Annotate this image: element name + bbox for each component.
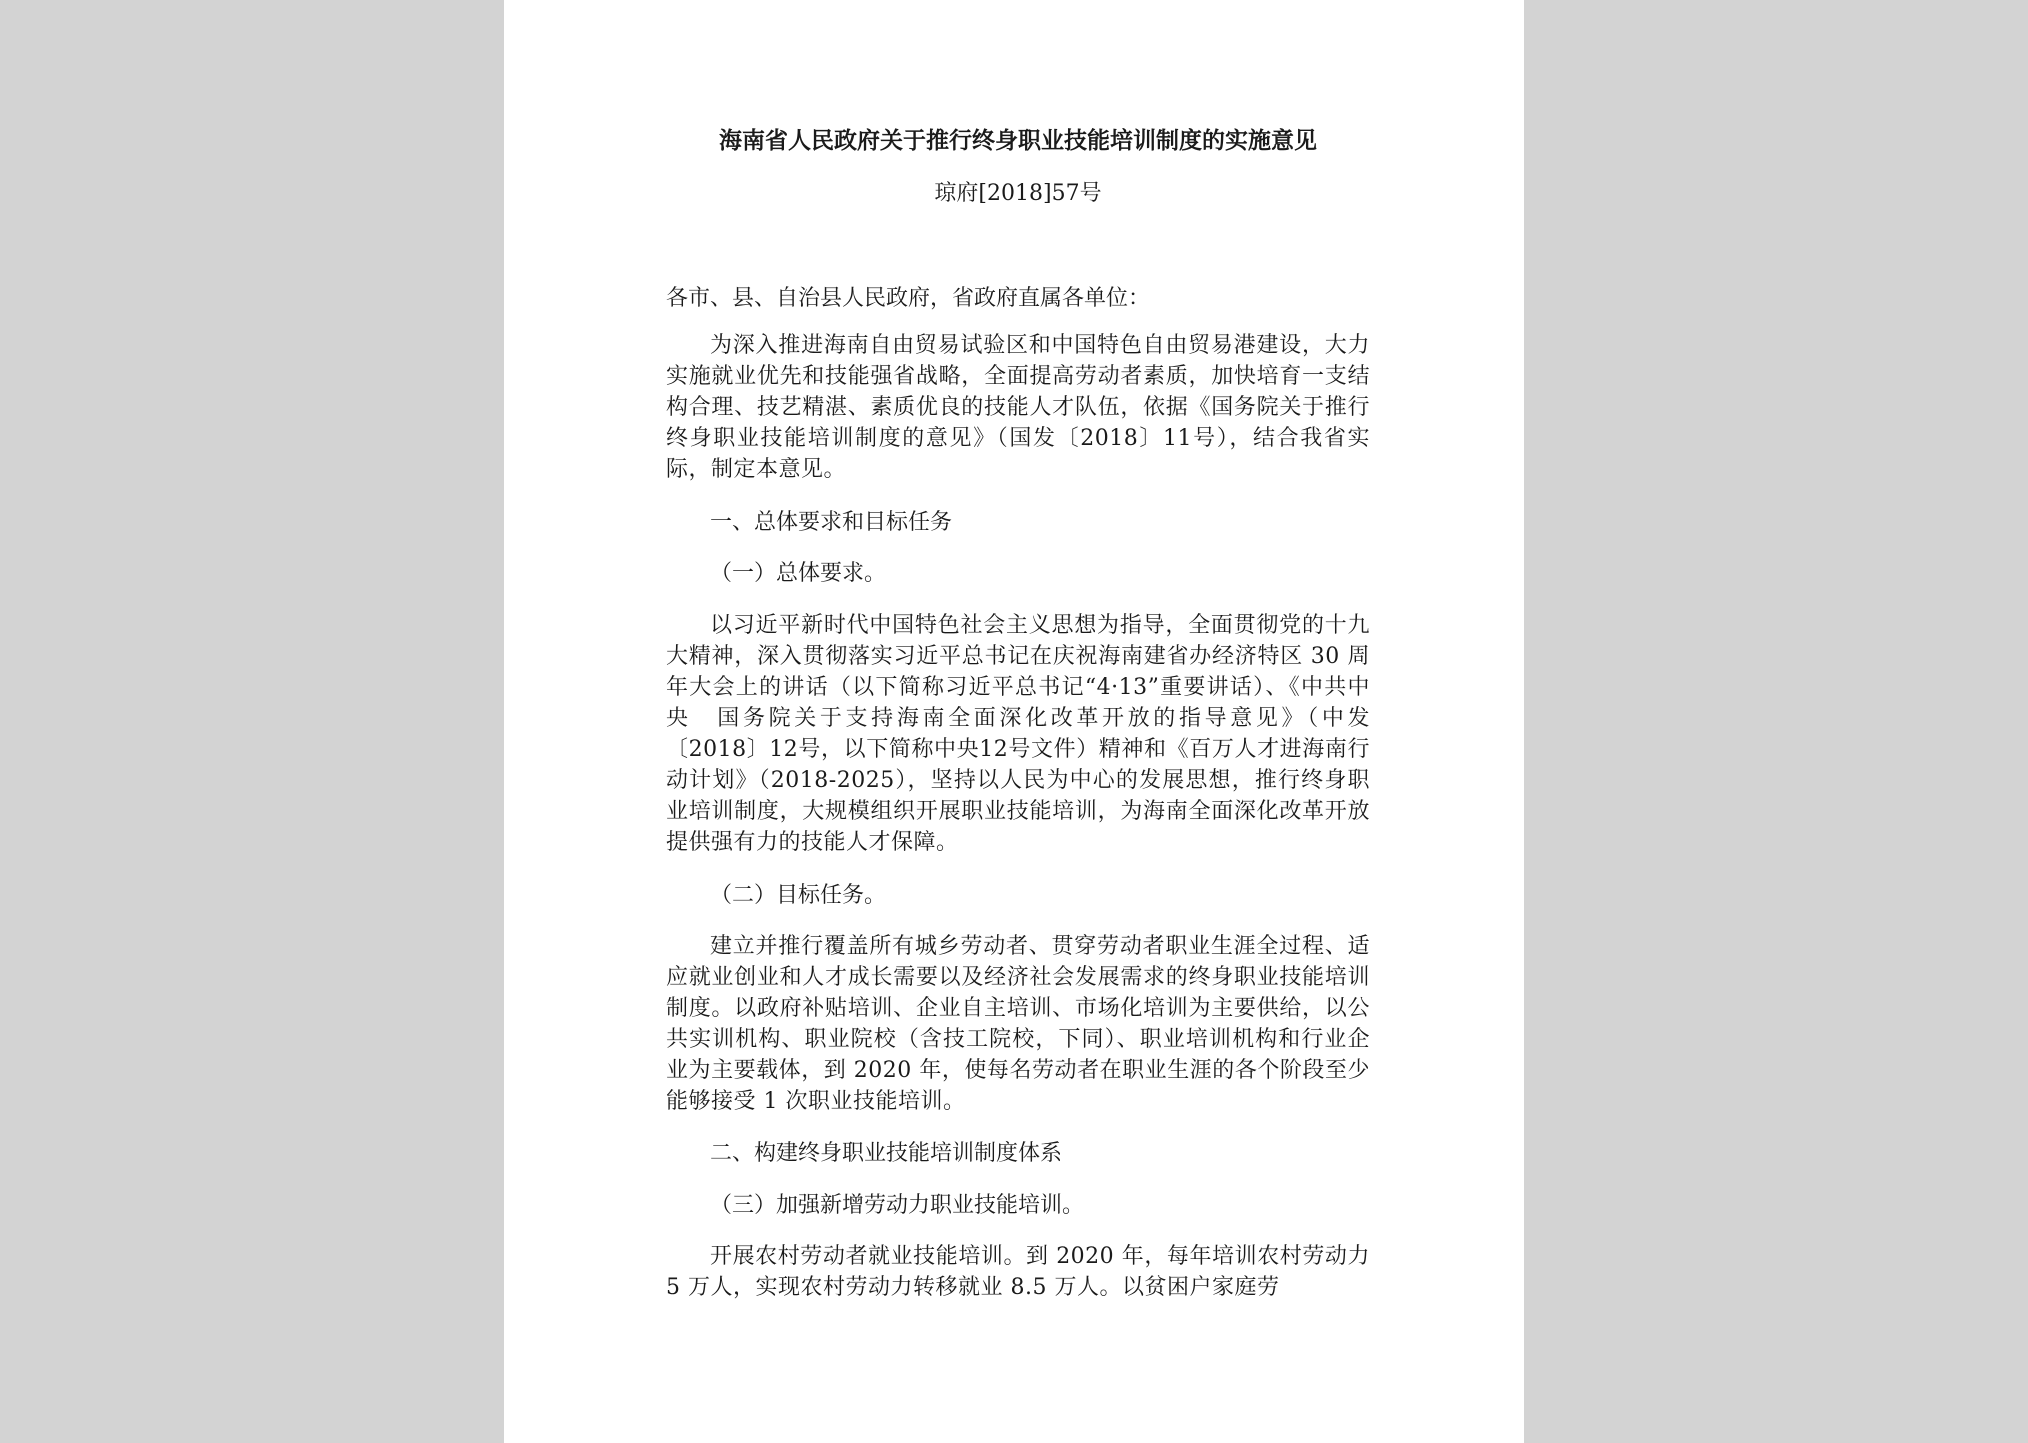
addressee-line: 各市、县、自治县人民政府，省政府直属各单位： [666,286,1151,311]
document-page [504,0,1524,1443]
section-heading-1: 一、总体要求和目标任务 [710,510,953,535]
paragraph-target-tasks: 建立并推行覆盖所有城乡劳动者、贯穿劳动者职业生涯全过程、适应就业创业和人才成长需要以及经济社会发展需求的终身职业技能培训制度。以政府补贴培训、企业自主培训、市场化培训为主要供给，以公共实训机构、职业院校（含技工院校，下同）、职业培训机构和行业企业为主要载体，到 2020 年，使每名劳动者在职业生涯的各个阶段至少能够接受 1 次职业技能培训。 [666,934,1370,1114]
paragraph-intro: 为深入推进海南自由贸易试验区和中国特色自由贸易港建设，大力实施就业优先和技能强省战略，全面提高劳动者素质，加快培育一支结构合理、技艺精湛、素质优良的技能人才队伍，依据《国务院关于推行终身职业技能培训制度的意见》（国发〔2018〕11号），结合我省实际，制定本意见。 [666,333,1370,482]
section-heading-2: 二、构建终身职业技能培训制度体系 [710,1141,1063,1166]
subsection-heading-1-2: （二）目标任务。 [710,883,887,908]
paragraph-overall-requirements: 以习近平新时代中国特色社会主义思想为指导，全面贯彻党的十九大精神，深入贯彻落实习近平总书记在庆祝海南建省办经济特区 30 周年大会上的讲话（以下简称习近平总书记“4·13”重要讲话）、《中共中央 国务院关于支持海南全面深化改革开放的指导意见》（中发〔2018〕12号，以下简称中央12号文件）精神和《百万人才进海南行动计划》（2018-2025），坚持以人民为中心的发展思想，推行终身职业培训制度，大规模组织开展职业技能培训，为海南全面深化改革开放提供强有力的技能人才保障。 [666,613,1370,855]
subsection-heading-2-1: （三）加强新增劳动力职业技能培训。 [710,1193,1085,1218]
subsection-heading-1-1: （一）总体要求。 [710,561,887,586]
paragraph-rural-training: 开展农村劳动者就业技能培训。到 2020 年，每年培训农村劳动力 5 万人，实现农村劳动力转移就业 8.5 万人。以贫困户家庭劳 [666,1244,1370,1300]
document-title: 海南省人民政府关于推行终身职业技能培训制度的实施意见 [719,127,1317,154]
document-number: 琼府[2018]57号 [934,181,1102,206]
